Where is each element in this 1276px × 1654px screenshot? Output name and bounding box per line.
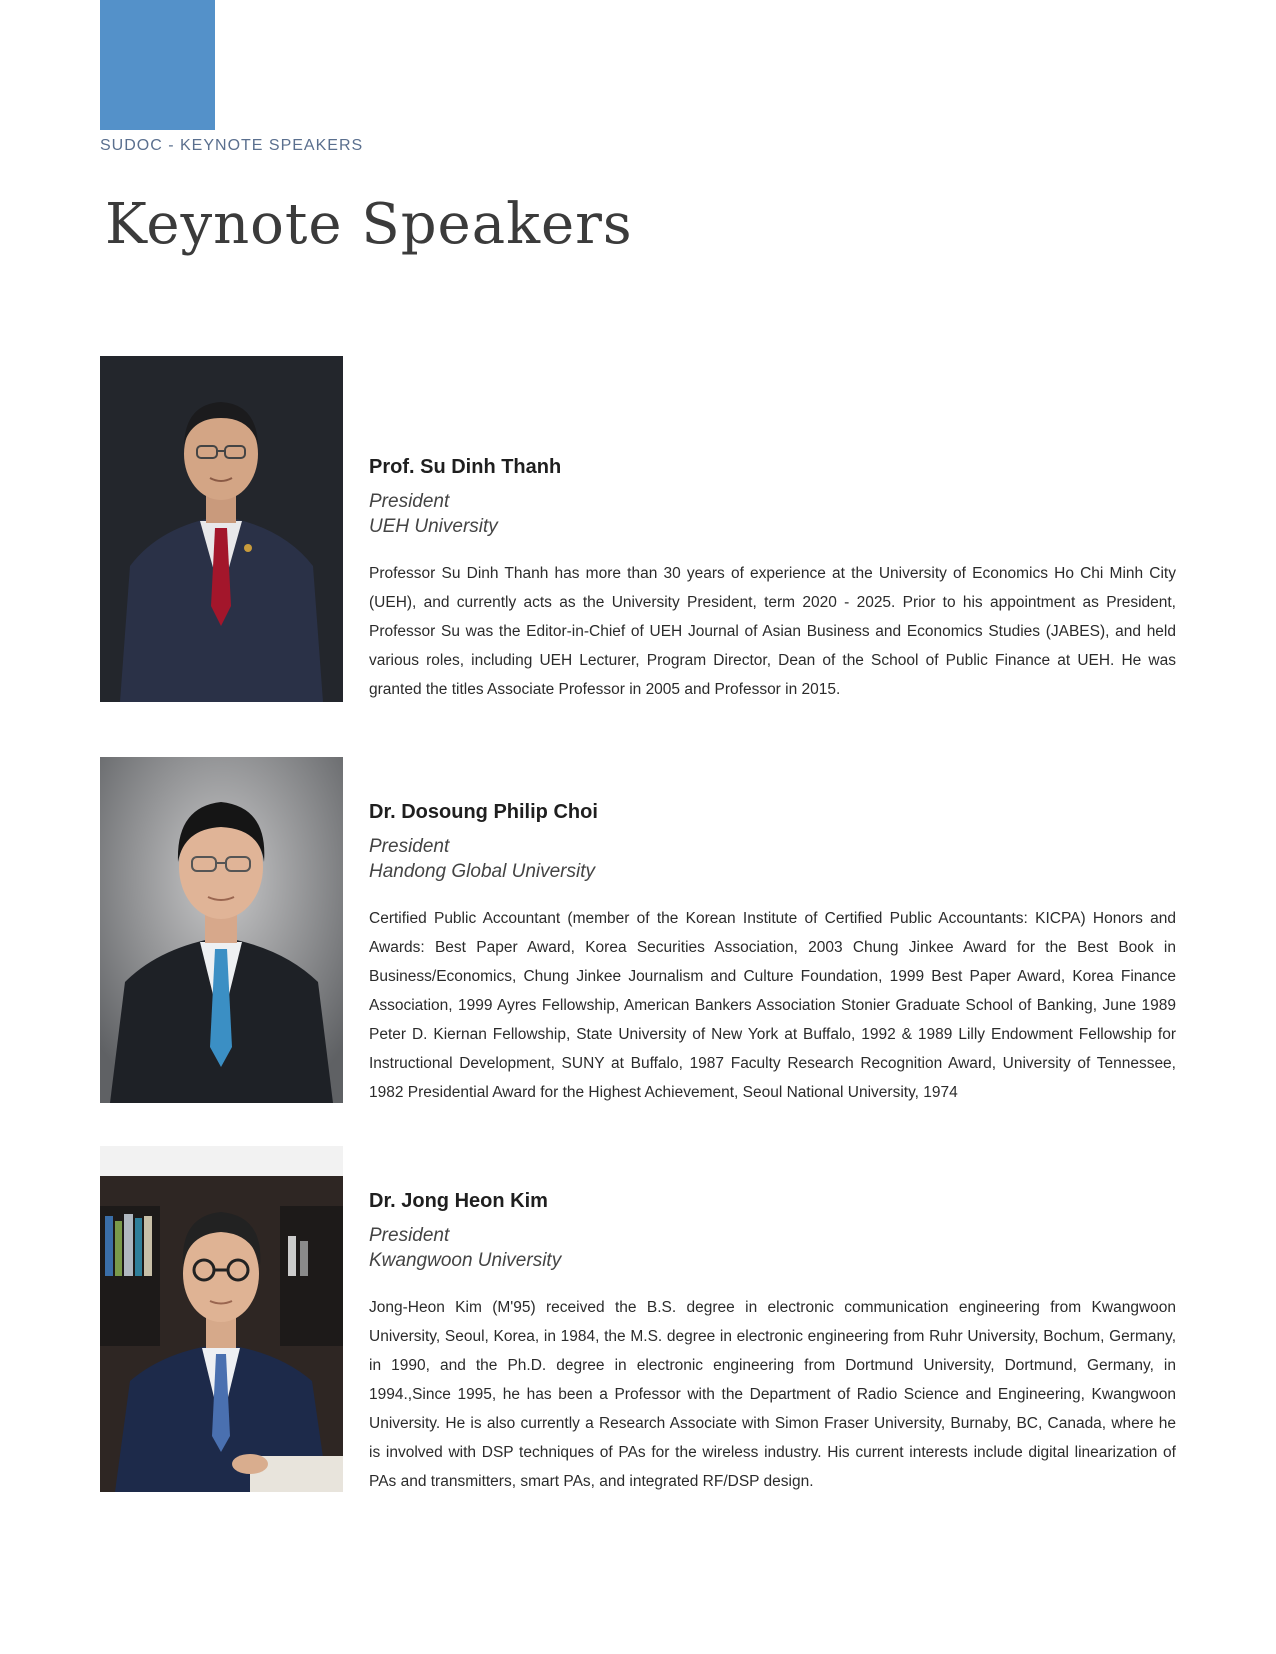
speaker-institution: UEH University: [369, 516, 498, 537]
speaker-photo: [100, 356, 343, 702]
speaker-position: President: [369, 836, 450, 857]
speaker-position: President: [369, 491, 450, 512]
speaker-card: [100, 356, 1176, 702]
speaker-photo: [100, 1146, 343, 1492]
speaker-name: Prof. Su Dinh Thanh: [369, 456, 562, 478]
speaker-position: President: [369, 1225, 450, 1246]
speaker-card: [100, 757, 1176, 1103]
speaker-bio: Certified Public Accountant (member of the Korean Institute of Certified Public Accountants: KICPA) Honors and Awards: Best Paper Award, Korea Securities Association, 2003 Chung Jinkee Award for the Best Book in Business/Economics, Chung Jinkee Journalism and Culture Foundation, 1999 Best Paper Award, Korea Finance Association, 1999 Ayres Fellowship, American Bankers Association Stonier Graduate School of Banking, June 1989 Peter D. Kiernan Fellowship, State University of New York at Buffalo, 1992 & 1989 Lilly Endowment Fellowship for Instructional Development, SUNY at Buffalo, 1987 Faculty Research Recognition Award, University of Tennessee, 1982 Presidential Award for the Highest Achievement, Seoul National University, 1974: [369, 910, 1176, 1101]
speaker-card: [100, 1146, 1176, 1492]
speaker-institution: Kwangwoon University: [369, 1250, 562, 1271]
speaker-institution: Handong Global University: [369, 861, 596, 882]
section-label: SUDOC - KEYNOTE SPEAKERS: [100, 137, 364, 154]
speaker-bio: Jong-Heon Kim (M'95) received the B.S. degree in electronic communication engineering from Kwangwoon University, Seoul, Korea, in 1984, the M.S. degree in electronic engineering from Ruhr University, Bochum, Germany, in 1990, and the Ph.D. degree in electronic engineering from Dortmund University, Dortmund, Germany, in 1994.,Since 1995, he has been a Professor with the Department of Radio Science and Engineering, Kwangwoon University. He is also currently a Research Associate with Simon Fraser University, Burnaby, BC, Canada, where he is involved with DSP techniques of PAs for the wireless industry. His current interests include digital linearization of PAs and transmitters, smart PAs, and integrated RF/DSP design.: [369, 1299, 1176, 1490]
page-title: Keynote Speakers: [105, 192, 633, 257]
speaker-bio: Professor Su Dinh Thanh has more than 30 years of experience at the University of Economics Ho Chi Minh City (UEH), and currently acts as the University President, term 2020 - 2025. Prior to his appointment as President, Professor Su was the Editor-in-Chief of UEH Journal of Asian Business and Economics Studies (JABES), and held various roles, including UEH Lecturer, Program Director, Dean of the School of Public Finance at UEH. He was granted the titles Associate Professor in 2005 and Professor in 2015.: [369, 565, 1176, 698]
speaker-photo: [100, 757, 343, 1103]
speaker-name: Dr. Jong Heon Kim: [369, 1190, 548, 1212]
speaker-name: Dr. Dosoung Philip Choi: [369, 801, 598, 823]
accent-block: [100, 0, 215, 130]
